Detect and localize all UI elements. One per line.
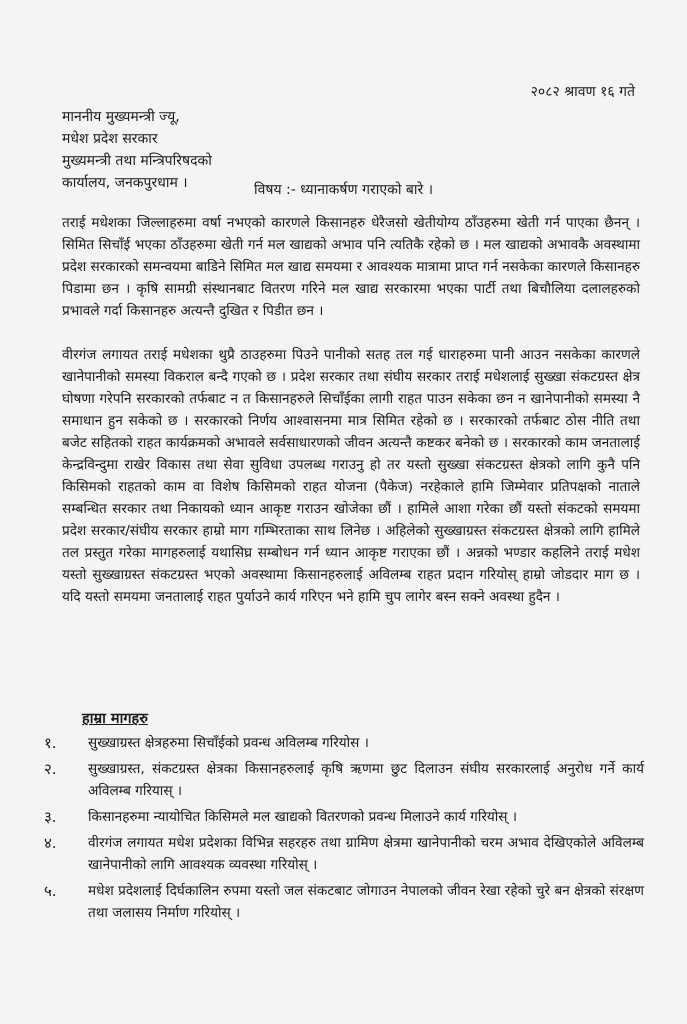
demand-text: सुख्खाग्रस्त क्षेत्रहरुमा सिचाँईको प्रवन्ध अविलम्ब गरियोस । (88, 735, 369, 751)
addressee-line: मुख्यमन्त्री तथा मन्त्रिपरिषदको (62, 153, 212, 169)
demands-list (44, 732, 644, 928)
letter-subject: विषय :- ध्यानाकर्षण गराएको बारे । (253, 182, 434, 198)
demand-item (44, 806, 644, 828)
demand-number: १. (44, 734, 57, 752)
demand-text: सुख्खाग्रस्त, संकटग्रस्त क्षेत्रका किसानहरुलाई कृषि ऋणमा छुट दिलाउन संघीय सरकारलाई अनुरोध गर्ने कार्य अविलम्ब गरियास् । (88, 761, 644, 799)
demand-item (44, 758, 644, 802)
demand-text: किसानहरुमा न्यायोचित किसिमले मल खाद्यको वितरणको प्रवन्ध मिलाउने कार्य गरियोस् । (88, 809, 517, 825)
demands-heading: हाम्रा मागहरु (82, 711, 148, 727)
addressee-line: मधेश प्रदेश सरकार (62, 131, 158, 147)
addressee-line: कार्यालय, जनकपुरधाम । (62, 175, 188, 191)
demand-number: २. (44, 760, 57, 778)
body-paragraph: तराई मधेशका जिल्लाहरुमा वर्षा नभएको कारणले किसानहरु धेरैजसो खेतीयोग्य ठाँउहरुमा खेती गर्न पाएका छैनन् । सिमित सिचाँई भएका ठाँउहरुमा खेती गर्न मल खाद्यको अभाव पनि त्यतिकै रहेको छ । मल खाद्यको अभावकै अवस्थामा प्रदेश सरकारको समन्वयमा बाडिने सिमित मल खाद्य समयमा र आवश्यक मात्रामा प्राप्त गर्न नसकेका कारणले किसानहरु पिडामा छन । कृषि सामग्री संस्थानबाट वितरण गरिने मल खाद्य सरकारमा भएका पार्टी तथा बिचौलिया दलालहरुको प्रभावले गर्दा किसानहरु अत्यन्तै दुखित र पिडीत छन । (62, 215, 640, 319)
demand-item (44, 880, 644, 924)
demand-number: ३. (44, 808, 57, 826)
demand-text: मधेश प्रदेशलाई दिर्घकालिन रुपमा यस्तो जल संकटबाट जोगाउन नेपालको जीवन रेखा रहेको चुरे बन क्षेत्रको संरक्षण तथा जलासय निर्माण गरियोस् । (88, 883, 644, 921)
demand-number: ५. (44, 882, 57, 900)
letter-date: २०८२ श्रावण १६ गते (530, 84, 635, 100)
demand-item (44, 832, 644, 876)
demand-text: वीरगंज लगायत मधेश प्रदेशका विभिन्न सहरहरु तथा ग्रामिण क्षेत्रमा खानेपानीको चरम अभाव देखिएकोले अविलम्ब खानेपानीको लागि आवश्यक व्यवस्था गरियोस् । (88, 835, 644, 873)
demand-item (44, 732, 644, 754)
body-paragraph: वीरगंज लगायत तराई मधेशका थुप्रै ठाउहरुमा पिउने पानीको सतह तल गई धाराहरुमा पानी आउन नसकेका कारणले खानेपानीको समस्या विकराल बन्दै गएको छ । प्रदेश सरकार तथा संघीय सरकार तराई मधेशलाई सुख्खा संकटग्रस्त क्षेत्र घोषणा गरेपनि सरकारको तर्फबाट न त किसानहरुले सिचाँईका लागी राहत पाउन सकेका छन न खानेपानीको समस्या नै समाधान हुन सकेको छ । सरकारको निर्णय आश्वासनमा मात्र सिमित रहेको छ । सरकारको तर्फबाट ठोस नीति तथा बजेट सहितको राहत कार्यक्रमको अभावले सर्वसाधारणको जीवन अत्यन्तै कष्टकर बनेको छ । सरकारको काम जनतालाई केन्द्रविन्दुमा राखेर विकास तथा सेवा सुविधा उपलब्ध गराउनु हो तर यस्तो सुख्खा संकटग्रस्त क्षेत्रको लागि कुनै पनि किसिमको राहतको काम वा विशेष किसिमको राहत योजना (पैकेज) नरहेकाले हामि जिम्मेवार प्रतिपक्षको नाताले सम्बन्धित सरकार तथा निकायको ध्यान आकृष्ट गराउन खोजेका छौं । हामिले आशा गरेका छौं यस्तो संकटको समयमा प्रदेश सरकार/संघीय सरकार हाम्रो माग गम्भिरताका साथ लिनेछ । अहिलेको सुख्खाग्रस्त संकटग्रस्त क्षेत्रको लागि हामिले तल प्रस्तुत गरेका मागहरुलाई यथासिघ्र सम्बोधन गर्न ध्यान आकृष्ट गराएका छौं । अन्नको भण्डार कहलिने तराई मधेश यस्तो सुख्खाग्रस्त संकटग्रस्त भएको अवस्थामा किसानहरुलाई अविलम्ब राहत प्रदान गरियोस् हाम्रो जोडदार माग छ । यदि यस्तो समयमा जनतालाई राहत पुर्याउने कार्य गरिएन भने हामि चुप लागेर बस्न सक्ने अवस्था हुदैन । (62, 347, 640, 605)
demand-number: ४. (44, 834, 57, 852)
addressee-line: माननीय मुख्यमन्त्री ज्यू, (62, 109, 180, 125)
